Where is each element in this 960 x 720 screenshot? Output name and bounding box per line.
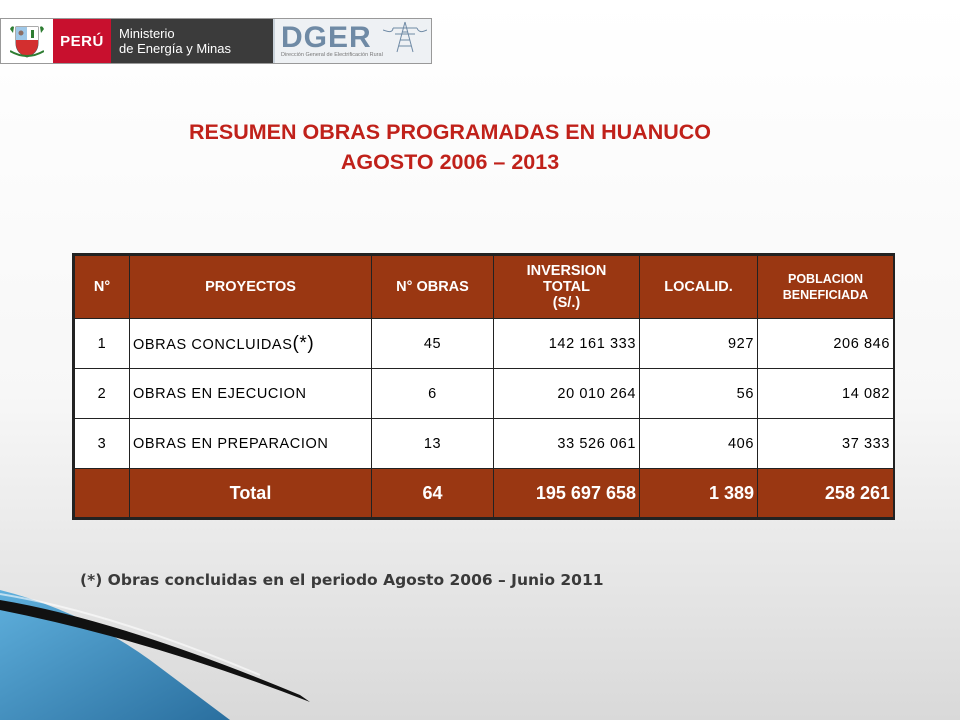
cell-total-empty bbox=[75, 469, 130, 518]
cell-proyecto bbox=[130, 319, 372, 369]
ministry-line2: de Energía y Minas bbox=[119, 41, 232, 56]
cell-poblacion: 206 846 bbox=[758, 319, 894, 369]
footnote: (*) Obras concluidas en el periodo Agosto 2006 – Junio 2011 bbox=[80, 571, 604, 589]
table-header-row bbox=[75, 256, 894, 319]
cell-num: 1 bbox=[75, 319, 130, 369]
inversion-header-line3: (S/.) bbox=[552, 295, 581, 311]
col-header-n-obras: N° OBRAS bbox=[372, 256, 494, 319]
poblacion-header-line1: POBLACION bbox=[788, 272, 863, 286]
dger-logo bbox=[273, 19, 431, 63]
cell-localid: 56 bbox=[640, 369, 758, 419]
table-row bbox=[75, 369, 894, 419]
col-header-num: N° bbox=[75, 256, 130, 319]
dger-fullname: Dirección General de Electrificación Rural bbox=[281, 52, 383, 58]
inversion-header-line2: TOTAL bbox=[543, 279, 590, 295]
ministry-name bbox=[111, 19, 273, 63]
col-header-localid: LOCALID. bbox=[640, 256, 758, 319]
cell-obras: 45 bbox=[372, 319, 494, 369]
page-title: RESUMEN OBRAS PROGRAMADAS EN HUANUCO bbox=[189, 120, 711, 144]
header-logo-bar bbox=[0, 18, 432, 64]
dger-acronym: DGER bbox=[281, 21, 372, 54]
cell-inversion: 142 161 333 bbox=[494, 319, 640, 369]
cell-inversion: 33 526 061 bbox=[494, 419, 640, 469]
cell-localid: 927 bbox=[640, 319, 758, 369]
table-row bbox=[75, 319, 894, 369]
asterisk-mark: (*) bbox=[292, 332, 315, 354]
col-header-poblacion bbox=[758, 256, 894, 319]
cell-localid: 406 bbox=[640, 419, 758, 469]
cell-proyecto: OBRAS EN EJECUCION bbox=[130, 369, 372, 419]
cell-total-localid: 1 389 bbox=[640, 469, 758, 518]
col-header-proyectos: PROYECTOS bbox=[130, 256, 372, 319]
cell-poblacion: 14 082 bbox=[758, 369, 894, 419]
page-subtitle: AGOSTO 2006 – 2013 bbox=[340, 150, 560, 174]
proyecto-text: OBRAS CONCLUIDAS bbox=[133, 336, 293, 353]
cell-proyecto: OBRAS EN PREPARACION bbox=[130, 419, 372, 469]
cell-total-poblacion: 258 261 bbox=[758, 469, 894, 518]
cell-total-obras: 64 bbox=[372, 469, 494, 518]
cell-total-inversion: 195 697 658 bbox=[494, 469, 640, 518]
col-header-inversion bbox=[494, 256, 640, 319]
summary-table bbox=[72, 253, 895, 520]
peru-label: PERÚ bbox=[53, 19, 111, 63]
cell-total-label: Total bbox=[130, 469, 372, 518]
cell-inversion: 20 010 264 bbox=[494, 369, 640, 419]
inversion-header-line1: INVERSION bbox=[526, 263, 607, 279]
cell-num: 2 bbox=[75, 369, 130, 419]
transmission-tower-icon bbox=[383, 20, 427, 54]
cell-obras: 6 bbox=[372, 369, 494, 419]
cell-poblacion: 37 333 bbox=[758, 419, 894, 469]
table-total-row bbox=[75, 469, 894, 518]
table-row bbox=[75, 419, 894, 469]
decorative-swoosh bbox=[0, 590, 340, 720]
cell-num: 3 bbox=[75, 419, 130, 469]
poblacion-header-line2: BENEFICIADA bbox=[782, 288, 869, 302]
peru-coat-of-arms-icon bbox=[1, 19, 53, 63]
cell-obras: 13 bbox=[372, 419, 494, 469]
ministry-line1: Ministerio bbox=[119, 26, 175, 41]
